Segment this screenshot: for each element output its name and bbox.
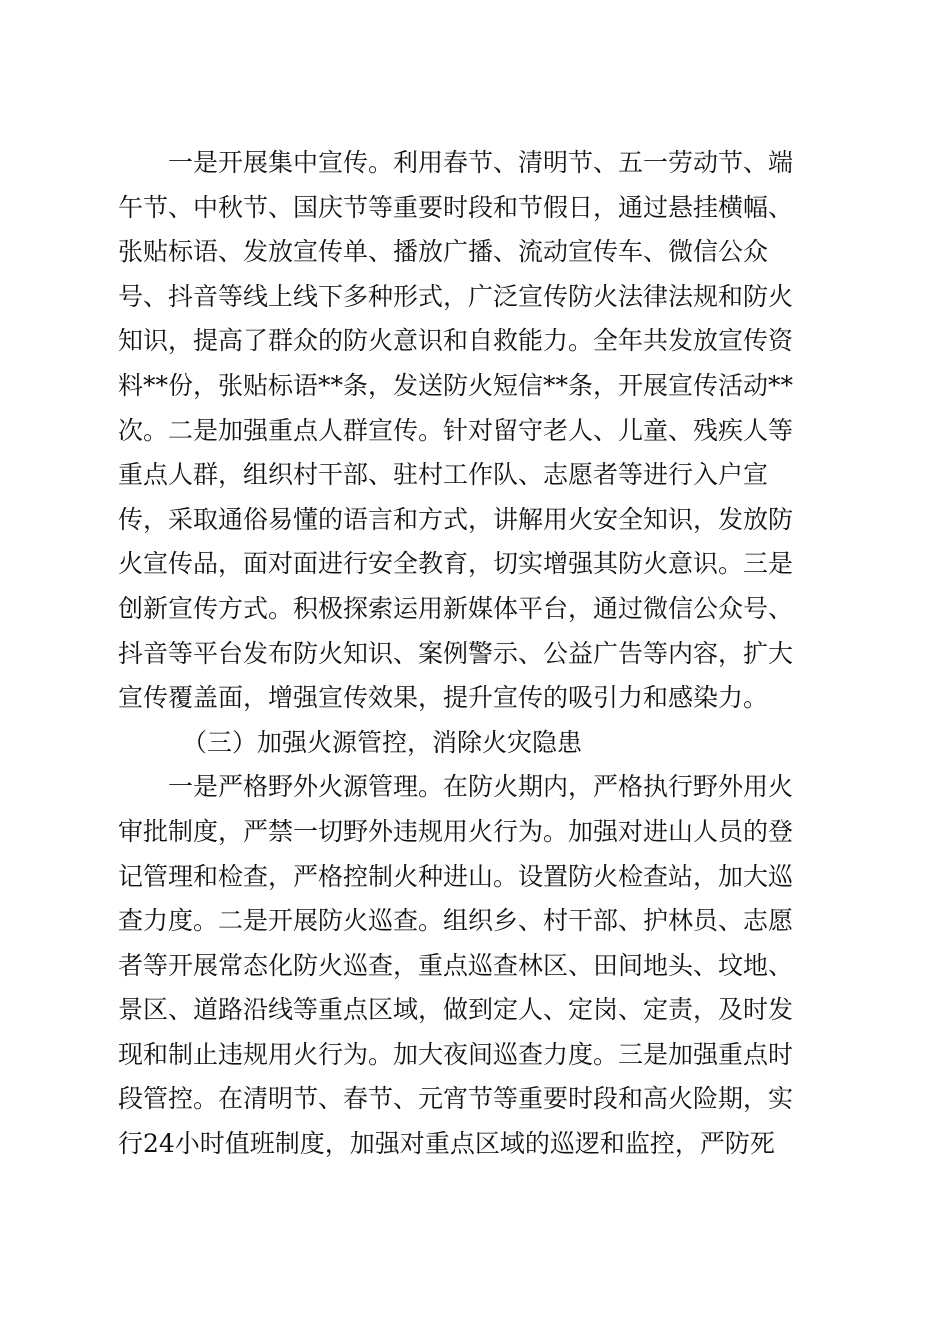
paragraph-line: 午节、中秋节、国庆节等重要时段和节假日，通过悬挂横幅、: [118, 192, 794, 222]
paragraph-line: 料**份，张贴标语**条，发送防火短信**条，开展宣传活动**: [118, 370, 794, 400]
paragraph-line: 宣传覆盖面，增强宣传效果，提升宣传的吸引力和感染力。: [118, 683, 769, 713]
paragraph-line: 张贴标语、发放宣传单、播放广播、流动宣传车、微信公众: [118, 237, 769, 267]
paragraph-line: 次。二是加强重点人群宣传。针对留守老人、儿童、残疾人等: [118, 415, 794, 445]
paragraph-line: 景区、道路沿线等重点区域，做到定人、定岗、定责，及时发: [118, 995, 794, 1025]
paragraph-line: 号、抖音等线上线下多种形式，广泛宣传防火法律法规和防火: [118, 281, 794, 311]
paragraph-line: 创新宣传方式。积极探索运用新媒体平台，通过微信公众号、: [118, 593, 794, 623]
paragraph-line: 一是严格野外火源管理。在防火期内，严格执行野外用火: [168, 772, 794, 802]
paragraph-line: 火宣传品，面对面进行安全教育，切实增强其防火意识。三是: [118, 549, 794, 579]
paragraph-line: 抖音等平台发布防火知识、案例警示、公益广告等内容，扩大: [118, 638, 794, 668]
paragraph-line: 现和制止违规用火行为。加大夜间巡查力度。三是加强重点时: [118, 1039, 794, 1069]
paragraph-line: 一是开展集中宣传。利用春节、清明节、五一劳动节、端: [168, 148, 794, 177]
paragraph-line: 段管控。在清明节、春节、元宵节等重要时段和高火险期，实: [118, 1084, 794, 1114]
paragraph-line: 传，采取通俗易懂的语言和方式，讲解用火安全知识，发放防: [118, 504, 794, 534]
paragraph-line: 审批制度，严禁一切野外违规用火行为。加强对进山人员的登: [118, 816, 794, 846]
paragraph-line: 行24小时值班制度，加强对重点区域的巡逻和监控，严防死: [118, 1129, 775, 1159]
paragraph-line: 记管理和检查，严格控制火种进山。设置防火检查站，加大巡: [118, 861, 794, 891]
section-heading: （三）加强火源管控，消除火灾隐患: [182, 727, 583, 757]
paragraph-line: 查力度。二是开展防火巡查。组织乡、村干部、护林员、志愿: [118, 906, 794, 936]
paragraph-line: 知识，提高了群众的防火意识和自救能力。全年共发放宣传资: [118, 326, 794, 356]
paragraph-line: 重点人群，组织村干部、驻村工作队、志愿者等进行入户宣: [118, 460, 769, 490]
paragraph-line: 者等开展常态化防火巡查，重点巡查林区、田间地头、坟地、: [118, 950, 794, 980]
document-body: [118, 141, 818, 1167]
